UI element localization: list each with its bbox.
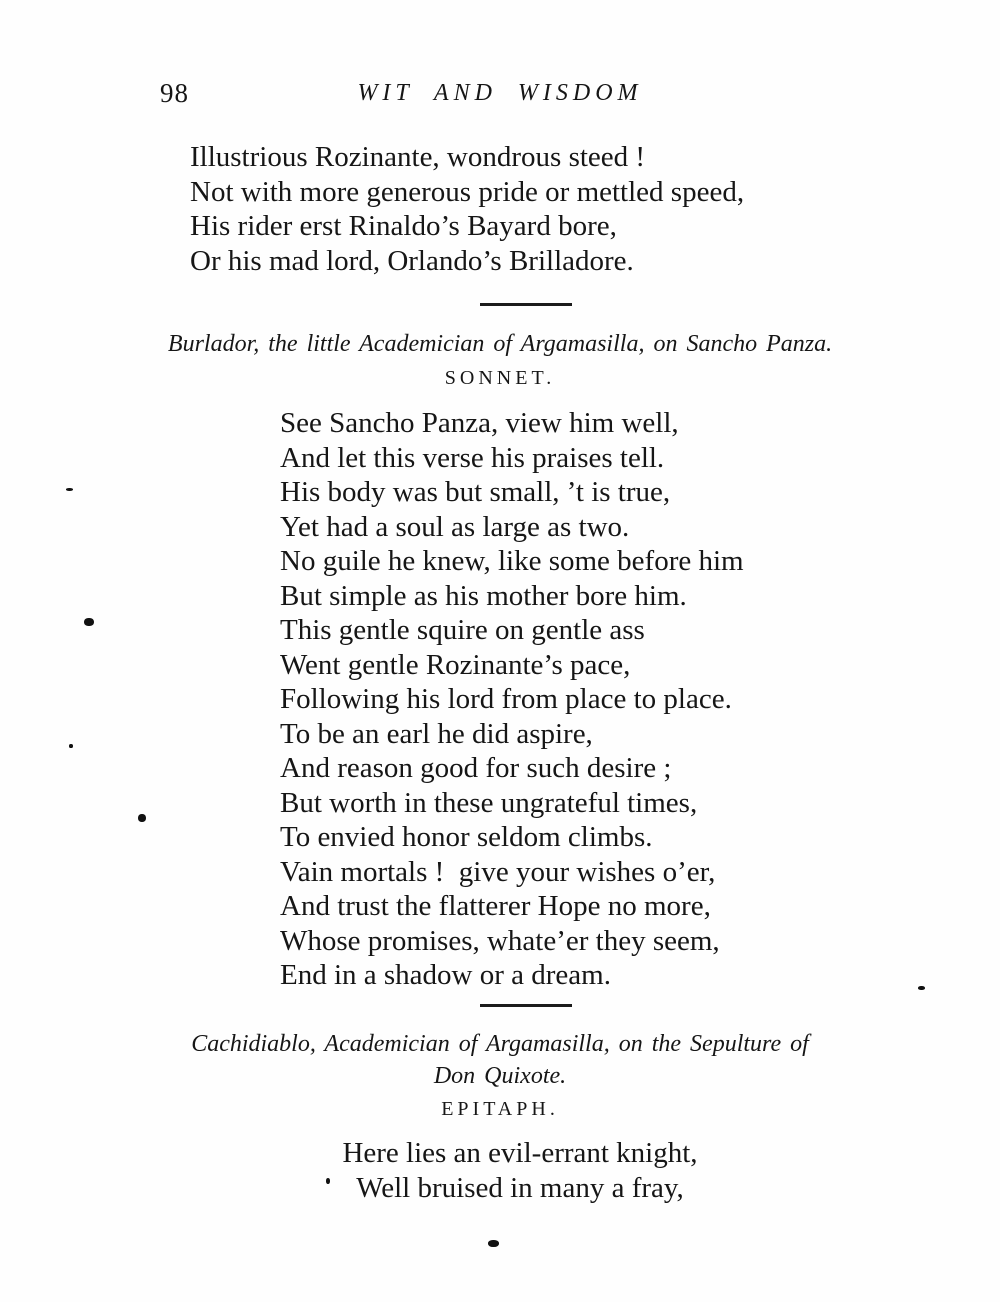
poem-line: And trust the flatterer Hope no more, — [280, 890, 711, 922]
poem-line: And let this verse his praises tell. — [280, 441, 665, 474]
scan-speck — [326, 1178, 330, 1184]
poem-line: But worth in these ungrateful times, — [280, 786, 698, 819]
scan-speck — [66, 488, 73, 491]
section-divider-rule — [480, 1004, 572, 1007]
poem-line: Illustrious Rozinante, wondrous steed ! — [190, 141, 646, 173]
poem-line: End in a shadow or a dream. — [280, 959, 611, 991]
poem-line: Here lies an evil-errant knight, — [342, 1137, 698, 1169]
section-divider-rule — [480, 303, 572, 306]
page-number: 98 — [160, 78, 189, 108]
poem-line: His body was but small, ’t is true, — [280, 476, 671, 508]
scan-speck — [84, 618, 94, 626]
scan-speck — [69, 744, 73, 748]
scan-speck — [138, 814, 146, 822]
poem-line: Well bruised in many a fray, — [356, 1172, 684, 1204]
epitaph-attribution — [50, 1028, 950, 1092]
sonnet-attribution: Burlador, the little Academician of Argamasilla, on Sancho Panza. — [167, 331, 833, 357]
sonnet-body — [280, 406, 744, 993]
poem-line: His rider erst Rinaldo’s Bayard bore, — [190, 210, 617, 242]
poem-line: Whose promises, whate’er they seem, — [280, 924, 720, 957]
poem-line: See Sancho Panza, view him well, — [280, 407, 679, 439]
poem-line: Or his mad lord, Orlando’s Brilladore. — [190, 244, 634, 277]
poem-line: Went gentle Rozinante’s pace, — [280, 648, 631, 681]
epitaph-attribution-line: Don Quixote. — [433, 1063, 567, 1089]
epitaph-heading: EPITAPH. — [441, 1098, 559, 1120]
poem-line: Following his lord from place to place. — [280, 683, 732, 715]
scan-speck — [488, 1240, 499, 1247]
epitaph-attribution-line: Cachidiablo, Academician of Argamasilla, on the Sepulture of — [191, 1031, 809, 1057]
poem-line: This gentle squire on gentle ass — [280, 614, 645, 646]
poem-line: Yet had a soul as large as two. — [280, 510, 630, 543]
sonnet-heading: SONNET. — [444, 367, 556, 389]
opening-stanza — [190, 140, 744, 278]
running-head-title: WIT AND WISDOM — [357, 80, 643, 106]
poem-line: And reason good for such desire ; — [280, 752, 672, 784]
poem-line: But simple as his mother bore him. — [280, 579, 687, 612]
poem-line: To be an earl he did aspire, — [280, 717, 593, 750]
poem-line: To envied honor seldom climbs. — [280, 821, 653, 853]
poem-line: Not with more generous pride or mettled speed, — [190, 175, 745, 208]
epitaph-body — [0, 1136, 1000, 1206]
poem-line: No guile he knew, like some before him — [280, 545, 744, 577]
scan-speck — [918, 986, 925, 990]
poem-line: Vain mortals ! give your wishes o’er, — [280, 855, 716, 888]
